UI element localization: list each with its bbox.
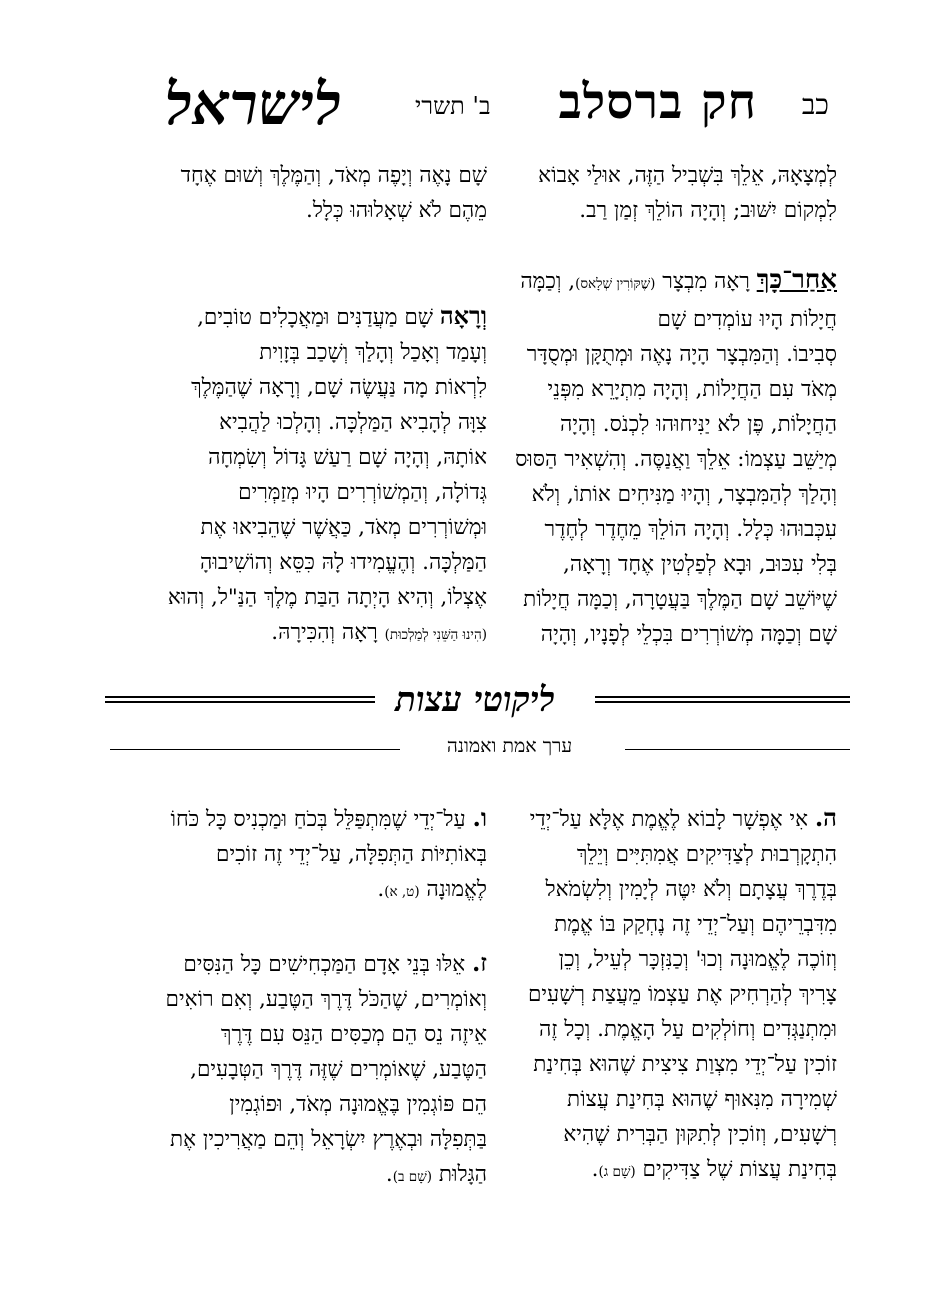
text-line: שְׁמִירָה מִנִּאוּף שֶׁהוּא בְּחִינַת עֲצוֹת xyxy=(566,1087,837,1112)
rule-left xyxy=(110,749,400,750)
text-line: גְּדוֹלָה, וְהַמְשׁוֹרְרִים הָיוּ מְזַמְּרִים xyxy=(238,480,487,505)
text-line: בְּחִינַת עֲצוֹת שֶׁל צַדִּיקִים (שָׁם ג). xyxy=(591,1157,837,1182)
text-line: שָׁם נָאֶה וְיָפֶה מְאֹד, וְהַמֶּלֶךְ וְשׁוּם אֶחָד xyxy=(180,163,487,188)
text-line: וְאוֹמְרִים, שֶׁהַכֹּל דֶּרֶךְ הַטֶּבַע, וְאִם רוֹאִים xyxy=(165,987,487,1012)
text-line: וְרָאָה שָׁם מַעֲדַנִּים וּמַאֲכָלִים טוֹבִים, xyxy=(197,301,487,330)
text-line: מְאֹד עִם הַחֲיָלוֹת, וְהָיָה מִתְיָרֵא מִפְּנֵי xyxy=(547,377,837,402)
source-reference: (שָׁם ב) xyxy=(392,1169,433,1185)
advice-left-column xyxy=(102,800,487,1195)
text-line: מְיַשֵּׁב עַצְמוֹ: אֵלֵךְ וַאֲנַסֶּה. וְהִשְׁאִיר הַסּוּס xyxy=(515,447,837,472)
text-line: רְשָׁעִים, וְזוֹכִין לְתִקּוּן הַבְּרִית שֶׁהִיא xyxy=(563,1122,837,1147)
page-header xyxy=(165,70,829,138)
item-number: ו. xyxy=(472,803,487,832)
text-line: בְּלִי עִכּוּב, וּבָא לְפַלְטִין אֶחָד וְרָאָה, xyxy=(563,552,837,577)
source-reference: (שֶׁקּוֹרִין שְׁלָאס) xyxy=(575,276,656,292)
story-left-column xyxy=(102,158,487,653)
text-line: (הִינוּ הַשֵּׁנִי לְמַלְכוּת) רָאָה וְהִכִּירָהּ. xyxy=(271,620,487,645)
text-line: מֵהֶם לֹא שְׁאָלוּהוּ כְּלָל. xyxy=(306,198,487,223)
text-line: אֶצְלוֹ, וְהִיא הָיְתָה הַבַּת מֶלֶךְ הַנַּ"ל, וְהוּא xyxy=(167,585,487,610)
paragraph-gap xyxy=(102,228,487,263)
text-line: וְזוֹכֶה לֶאֱמוּנָה וְכוּ' וְכַנִּזְכָּר לְעֵיל, וְכֵן xyxy=(558,947,837,972)
text-line: הַגָּלוּת (שָׁם ב). xyxy=(385,1162,487,1187)
text-line: הַמַּלְכָּה. וְהֶעֱמִידוּ לָהּ כִּסֵּא וְהוֹשִׁיבוּהָ xyxy=(200,550,487,575)
text-line: ה. אִי אֶפְשָׁר לָבוֹא לֶאֱמֶת אֶלָּא עַל־יְדֵי xyxy=(529,803,837,832)
text-line: בְּדֶרֶךְ עֲצָתָם וְלֹא יִטֶּה לְיָמִין וְלִשְׂמֹאל xyxy=(545,877,837,902)
text-line: סְבִיבוֹ. וְהַמִּבְצָר הָיָה נָאֶה וּמְתֻקָּן וּמְסֻדָּר xyxy=(526,342,837,367)
page-date: ב' תשרי xyxy=(415,92,491,120)
source-reference: (שָׁם ג) xyxy=(598,1164,636,1180)
text-line: שֶׁיּוֹשֵׁב שָׁם הַמֶּלֶךְ בַּעֲטָרָה, וְכַמָּה חֲיָלוֹת xyxy=(523,587,837,612)
text-line: הַטֶּבַע, שֶׁאוֹמְרִים שֶׁזֶּה דֶּרֶךְ הַטְּבָעִים, xyxy=(190,1057,487,1082)
text-line: אֵיזֶה נֵס הֵם מְכַסִּים הַנֵּס עִם דֶּרֶךְ xyxy=(220,1022,487,1047)
text-line: זוֹכִין עַל־יְדֵי מִצְוַת צִיצִית שֶׁהוּא בְּחִינַת xyxy=(533,1052,837,1077)
text-line: הַחֲיָלוֹת, פֶּן לֹא יַנִּיחוּהוּ לִכְנֹס. וְהָיָה xyxy=(560,412,837,437)
text-line: חֲיָלוֹת הָיוּ עוֹמְדִים שָׁם xyxy=(657,307,837,332)
text-line: הֵם פּוֹגְמִין בֶּאֱמוּנָה מְאֹד, וּפוֹגְמִין xyxy=(229,1092,487,1117)
double-rule-left xyxy=(105,696,375,703)
text-line: לִרְאוֹת מָה נַּעֲשֶׂה שָׁם, וְרָאָה שֶׁהַמֶּלֶךְ xyxy=(191,375,487,400)
page-number: כב xyxy=(801,88,829,121)
subsection-title: ערך אמת ואמונה xyxy=(446,735,573,757)
source-reference: (ט, א) xyxy=(384,884,420,900)
story-right-column xyxy=(457,158,837,652)
subsection-heading xyxy=(110,735,850,765)
text-line: וְהָלַךְ לְהַמִּבְצָר, וְהָיוּ מַנִּיחִים אוֹתוֹ, וְלֹא xyxy=(531,482,837,507)
text-line: ז. אֵלּוּ בְּנֵי אָדָם הַמַּכְחִישִׁים כָּל הַנִּסִּים xyxy=(183,948,487,977)
item-number: ז. xyxy=(471,948,487,977)
text-line: לֶאֱמוּנָה (ט, א). xyxy=(377,877,487,902)
text-line: אַחַר־כָּךְ רָאָה מִבְצָר (שֶׁקּוֹרִין שְׁלָאס), וְכַמָּה xyxy=(520,265,837,295)
source-reference: (הִינוּ הַשֵּׁנִי לְמַלְכוּת) xyxy=(384,627,487,643)
item-number: ה. xyxy=(814,803,837,832)
text-line: צָרִיךְ לְהַרְחִיק אֶת עַצְמוֹ מֵעֲצַת רְשָׁעִים xyxy=(527,982,837,1007)
text-line: לְמְצָאָהּ, אֵלֵךְ בִּשְׁבִיל הַזֶּה, אוּלַי אָבוֹא xyxy=(538,163,837,188)
text-line: וּמְשׁוֹרְרִים מְאֹד, כַּאֲשֶׁר שֶׁהֵבִיאוּ אֶת xyxy=(200,515,487,540)
lead-word: אַחַר־כָּךְ xyxy=(756,265,837,295)
paragraph-gap xyxy=(457,228,837,263)
text-line: שָׁם וְכַמָּה מְשׁוֹרְרִים בִּכְלֵי לְפָנָיו, וְהָיָה xyxy=(540,622,837,647)
running-title: לישראל xyxy=(165,70,342,138)
advice-right-column xyxy=(457,800,837,1190)
text-line: לִמְקוֹם יִשּׁוּב; וְהָיָה הוֹלֵךְ זְמַן רַב. xyxy=(579,198,837,223)
section-heading xyxy=(105,680,850,720)
text-line: וְעָמַד וְאָכַל וְהָלַךְ וְשָׁכַב בְּזָוִית xyxy=(259,340,487,365)
text-line: בַּתְּפִלָּה וּבְאֶרֶץ יִשְׂרָאֵל וְהֵם מַאֲרִיכִין אֶת xyxy=(169,1127,487,1152)
rule-right xyxy=(625,749,850,750)
paragraph-gap xyxy=(102,910,487,945)
text-line: מִדִּבְרֵיהֶם וְעַל־יְדֵי זֶה נֶחְקַק בּוֹ אֱמֶת xyxy=(554,912,837,937)
text-line: עִכְּבוּהוּ כְּלָל. וְהָיָה הוֹלֵךְ מֵחֶדֶר לְחֶדֶר xyxy=(544,517,837,542)
lead-word: וְרָאָה xyxy=(439,301,487,330)
paragraph-gap xyxy=(102,263,487,298)
section-title: ליקוטי עצות xyxy=(395,680,555,720)
double-rule-right xyxy=(595,696,850,703)
text-line: צִוָּה לְהָבִיא הַמַּלְכָּה. וְהָלְכוּ לַהֲבִיא xyxy=(219,410,487,435)
text-line: וּמִתְנַגְּדִים וְחוֹלְקִים עַל הָאֱמֶת. וְכָל זֶה xyxy=(539,1017,837,1042)
book-title: חק ברסלב xyxy=(558,74,757,130)
text-line: אוֹתָהּ, וְהָיָה שָׁם רַעַשׁ גָּדוֹל וְשִׂמְחָה xyxy=(208,445,487,470)
text-line: ו. עַל־יְדֵי שֶׁמִּתְפַּלֵּל בְּכֹחַ וּמַכְנִיס כָּל כֹּחוֹ xyxy=(170,803,487,832)
text-line: בְּאוֹתִיּוֹת הַתְּפִלָּה, עַל־יְדֵי זֶה זוֹכִים xyxy=(216,842,487,867)
text-line: הִתְקָרְבוּת לְצַדִּיקִים אֲמִתִּיִּים וְיֵלֵךְ xyxy=(576,842,837,867)
